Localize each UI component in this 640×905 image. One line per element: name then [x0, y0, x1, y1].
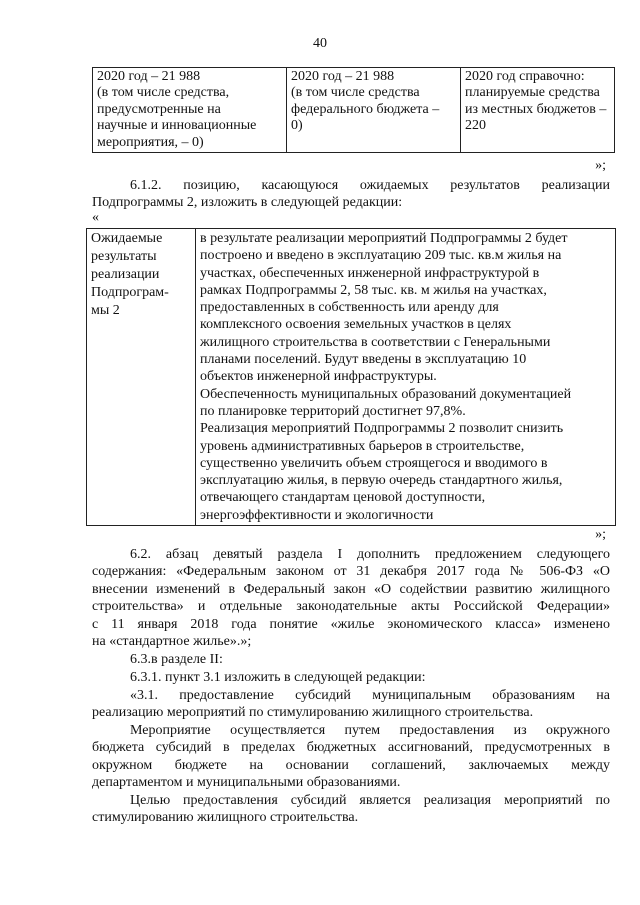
- paragraph-6-3-1: 6.3.1. пункт 3.1 изложить в следующей редакции:: [130, 670, 426, 685]
- label-line: Ожидаемые: [91, 231, 163, 246]
- paragraph-line: департаментом и муниципальными образованиями.: [92, 775, 401, 791]
- result-line: построено и введено в эксплуатацию 209 тыс. кв.м жилья на: [200, 248, 562, 264]
- result-line: Обеспеченность муниципальных образований документацией: [200, 386, 572, 402]
- page-number: 40: [313, 36, 327, 51]
- paragraph-line: внесении изменений в Федеральный закон «О содействии развитию жилищного: [92, 581, 610, 597]
- cell-line: предусмотренные на: [97, 101, 221, 117]
- result-line: в результате реализации мероприятий Подпрограммы 2 будет: [200, 231, 568, 246]
- cell-line: из местных бюджетов –: [465, 101, 607, 117]
- result-line: отвечающего стандартам ценовой доступности,: [200, 490, 486, 506]
- result-line: существенно увеличить объем строящегося и вводимого в: [200, 455, 548, 471]
- cell-line: 220: [465, 118, 486, 134]
- label-line: мы 2: [91, 303, 120, 318]
- cell-line: научные и инновационные: [97, 118, 257, 134]
- result-line: Реализация мероприятий Подпрограммы 2 позволит снизить: [200, 421, 564, 437]
- funding-table: [92, 67, 615, 153]
- paragraph-3-1: [92, 687, 610, 722]
- cell-line: 2020 год справочно:: [465, 69, 585, 84]
- funding-cell-scientific: [93, 68, 287, 153]
- cell-line: 2020 год – 21 988: [97, 69, 201, 84]
- paragraph-line: Подпрограммы 2, изложить в следующей редакции:: [92, 195, 403, 211]
- result-line: предоставленных в собственность или аренду для: [200, 300, 499, 316]
- paragraph-line: Целью предоставления субсидий является реализация мероприятий по: [130, 793, 610, 808]
- result-line: планами поселений. Будут введены в эксплуатацию 10: [200, 352, 527, 368]
- label-line: реализации: [91, 267, 160, 282]
- result-line: жилищного строительства в соответствии с Генеральными: [200, 334, 551, 350]
- funding-cell-local: [461, 68, 615, 153]
- paragraph-line: 6.1.2. позицию, касающуюся ожидаемых результатов реализации: [130, 178, 610, 193]
- opening-quote: «: [92, 210, 99, 225]
- cell-line: мероприятия, – 0): [97, 134, 204, 150]
- expected-results-text-cell: [196, 229, 616, 526]
- funding-cell-federal: [287, 68, 461, 153]
- result-line: объектов инженерной инфраструктуры.: [200, 369, 437, 385]
- paragraph-line: с 11 января 2018 года понятие «жилье экономического класса» изменено: [92, 616, 610, 632]
- label-line: Подпрограм-: [91, 285, 169, 300]
- cell-line: (в том числе средства,: [97, 85, 230, 101]
- result-line: участках, обеспеченных инженерной инфраструктурой в: [200, 265, 540, 281]
- paragraph-6-1-2: [92, 177, 610, 212]
- expected-results-table: [86, 228, 616, 526]
- paragraph-line: реализацию мероприятий по стимулированию жилищного строительства.: [92, 705, 534, 721]
- paragraph-goal: [92, 792, 610, 827]
- expected-results-label-cell: [87, 229, 196, 526]
- cell-line: 2020 год – 21 988: [291, 69, 395, 84]
- label-line: результаты: [91, 249, 157, 264]
- paragraph-line: «3.1. предоставление субсидий муниципальным образованиям на: [130, 688, 610, 703]
- paragraph-line: 6.2. абзац девятый раздела I дополнить предложением следующего: [130, 547, 610, 562]
- paragraph-line: окружном бюджете на основании соглашений, заключаемых между: [92, 757, 610, 773]
- result-line: уровень административных барьеров в строительстве,: [200, 438, 525, 454]
- result-line: комплексного освоения земельных участков в целях: [200, 317, 512, 333]
- result-line: по планировке территорий достигнет 97,8%.: [200, 403, 466, 419]
- paragraph-line: Мероприятие осуществляется путем предоставления из окружного: [130, 723, 610, 738]
- cell-line: 0): [291, 118, 303, 134]
- cell-line: планируемые средства: [465, 85, 600, 101]
- result-line: эксплуатацию жилья, в первую очередь стандартного жилья,: [200, 473, 563, 489]
- paragraph-line: на «стандартное жилье».»;: [92, 634, 252, 650]
- result-line: рамках Подпрограммы 2, 58 тыс. кв. м жилья на участках,: [200, 282, 547, 298]
- paragraph-line: стимулированию жилищного строительства.: [92, 810, 359, 826]
- closing-quote: »;: [595, 158, 606, 173]
- cell-line: (в том числе средства: [291, 85, 420, 101]
- paragraph-line: строительства» и отдельные законодательные акты Российской Федерации»: [92, 599, 610, 615]
- paragraph-line: содержания: «Федеральным законом от 31 декабря 2017 года № 506-ФЗ «О: [92, 564, 610, 580]
- paragraph-6-2: [92, 546, 610, 650]
- result-line: энергоэффективности и экологичности: [200, 507, 434, 523]
- paragraph-line: бюджета субсидий в пределах бюджетных ассигнований, предусмотренных в: [92, 740, 610, 756]
- closing-quote: »;: [595, 527, 606, 542]
- paragraph-6-3: 6.3.в разделе II:: [130, 652, 223, 667]
- cell-line: федерального бюджета –: [291, 101, 440, 117]
- paragraph-event: [92, 722, 610, 792]
